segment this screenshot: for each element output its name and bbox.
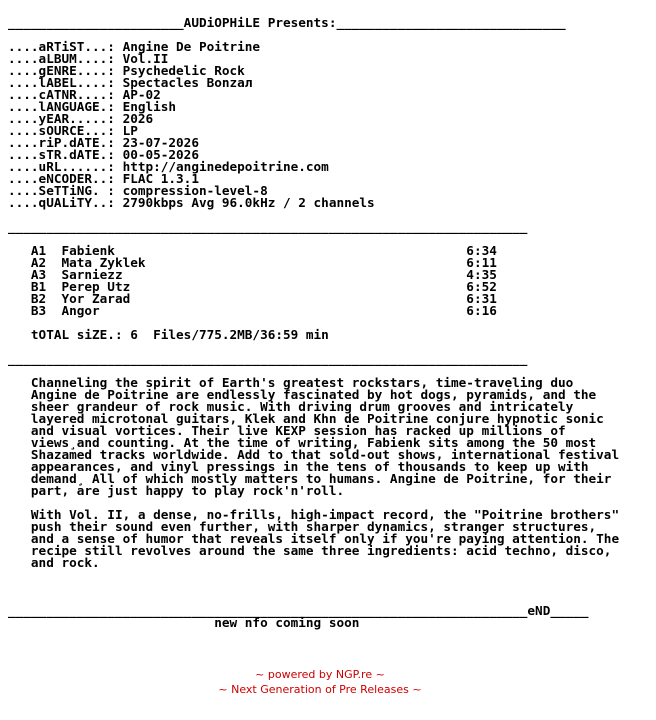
- track-row: A2 Mata Zyklek 6:11: [8, 255, 497, 270]
- new-nfo-notice: new nfo coming soon: [8, 615, 360, 630]
- powered-by-link[interactable]: ~ powered by NGP.re ~: [255, 668, 385, 681]
- description-line: push their sound even further, with sharper dynamics, stranger structures,: [8, 519, 597, 534]
- nfo-catnr: ....cATNR....: AP-02: [8, 87, 161, 102]
- track-row: B3 Angor 6:16: [8, 303, 497, 318]
- nfo-line: _______________________AUDiOPHiLE Presents:______________________________: [8, 15, 566, 30]
- description-line: demand¸ All of which mostly matters to humans. Angine de Poitrine, for their: [8, 471, 612, 486]
- nfo-album: ....aLBUM....: Vol.II: [8, 51, 169, 66]
- nfo-line: [8, 581, 619, 593]
- nfo-url: ....uRL......: http://anginedepoitrine.com: [8, 159, 329, 174]
- nfo-genre: ....gENRE....: Psychedelic Rock: [8, 63, 245, 78]
- nfo-encoder: ....eNCODER..: FLAC 1.3.1: [8, 171, 199, 186]
- nfo-artist: ....aRTiST...: Angine De Poitrine: [8, 39, 261, 54]
- nfo-divider: ____________________________________________________________________: [8, 219, 528, 234]
- track-row: B1 Perep Utz 6:52: [8, 279, 497, 294]
- description-line: Shazamed tracks worldwide. Add to that sold-out shows, international festival: [8, 447, 620, 462]
- description-line: part, are just happy to play rock'n'roll.: [8, 483, 345, 498]
- footer-tagline: ~ Next Generation of Pre Releases ~: [218, 683, 422, 696]
- description-line: Channeling the spirit of Earth's greatest rockstars, time-traveling duo: [8, 375, 574, 390]
- description-line: sheer grandeur of rock music. With driving drum grooves and intricately: [8, 399, 574, 414]
- nfo-setting: ....SeTTiNG. : compression-level-8: [8, 183, 268, 198]
- description-line: and visual vortices. Their live KEXP session has racked up millions of: [8, 423, 566, 438]
- description-line: Angine de Poitrine are endlessly fascinated by hot dogs, pyramids, and the: [8, 387, 597, 402]
- track-row: B2 Yor Zarad 6:31: [8, 291, 497, 306]
- nfo-language: ....lANGUAGE.: English: [8, 99, 177, 114]
- track-row: A3 Sarniezz 4:35: [8, 267, 497, 282]
- description-line: layered microtonal guitars, Klek and Khn de Poitrine conjure hypnotic sonic: [8, 411, 604, 426]
- track-row: A1 Fabienk 6:34: [8, 243, 497, 258]
- nfo-rip-date: ....riP.dATE.: 23-07-2026: [8, 135, 199, 150]
- end-divider: ____________________________________________________________________eND_____: [8, 603, 589, 618]
- description-line: recipe still revolves around the same three ingredients: acid techno, disco,: [8, 543, 612, 558]
- nfo-label: ....lABEL....: Spectacles Bonzaл: [8, 75, 253, 90]
- nfo-quality: ....qUALiTY..: 2790kbps Avg 96.0kHz / 2 channels: [8, 195, 375, 210]
- nfo-line: [8, 569, 619, 581]
- nfo-year: ....yEAR.....: 2026: [8, 111, 154, 126]
- total-size: tOTAL siZE.: 6 Files/775.2MB/36:59 min: [8, 327, 329, 342]
- nfo-source: ....sOURCE...: LP: [8, 123, 138, 138]
- nfo-divider: ____________________________________________________________________: [8, 351, 528, 366]
- description-line: With Vol. II, a dense, no-frills, high-impact record, the "Poitrine brothers": [8, 507, 620, 522]
- nfo-street-date: ....sTR.dATE.: 00-05-2026: [8, 147, 199, 162]
- description-line: appearances, and vinyl pressings in the tens of thousands to keep up with: [8, 459, 589, 474]
- description-line: views¸and counting. At the time of writing, Fabienk sits among the 50 most: [8, 435, 597, 450]
- nfo-text: [8, 17, 619, 629]
- description-line: and a sense of humor that reveals itself only if you're paying attention. The: [8, 531, 620, 546]
- description-line: and rock.: [8, 555, 100, 570]
